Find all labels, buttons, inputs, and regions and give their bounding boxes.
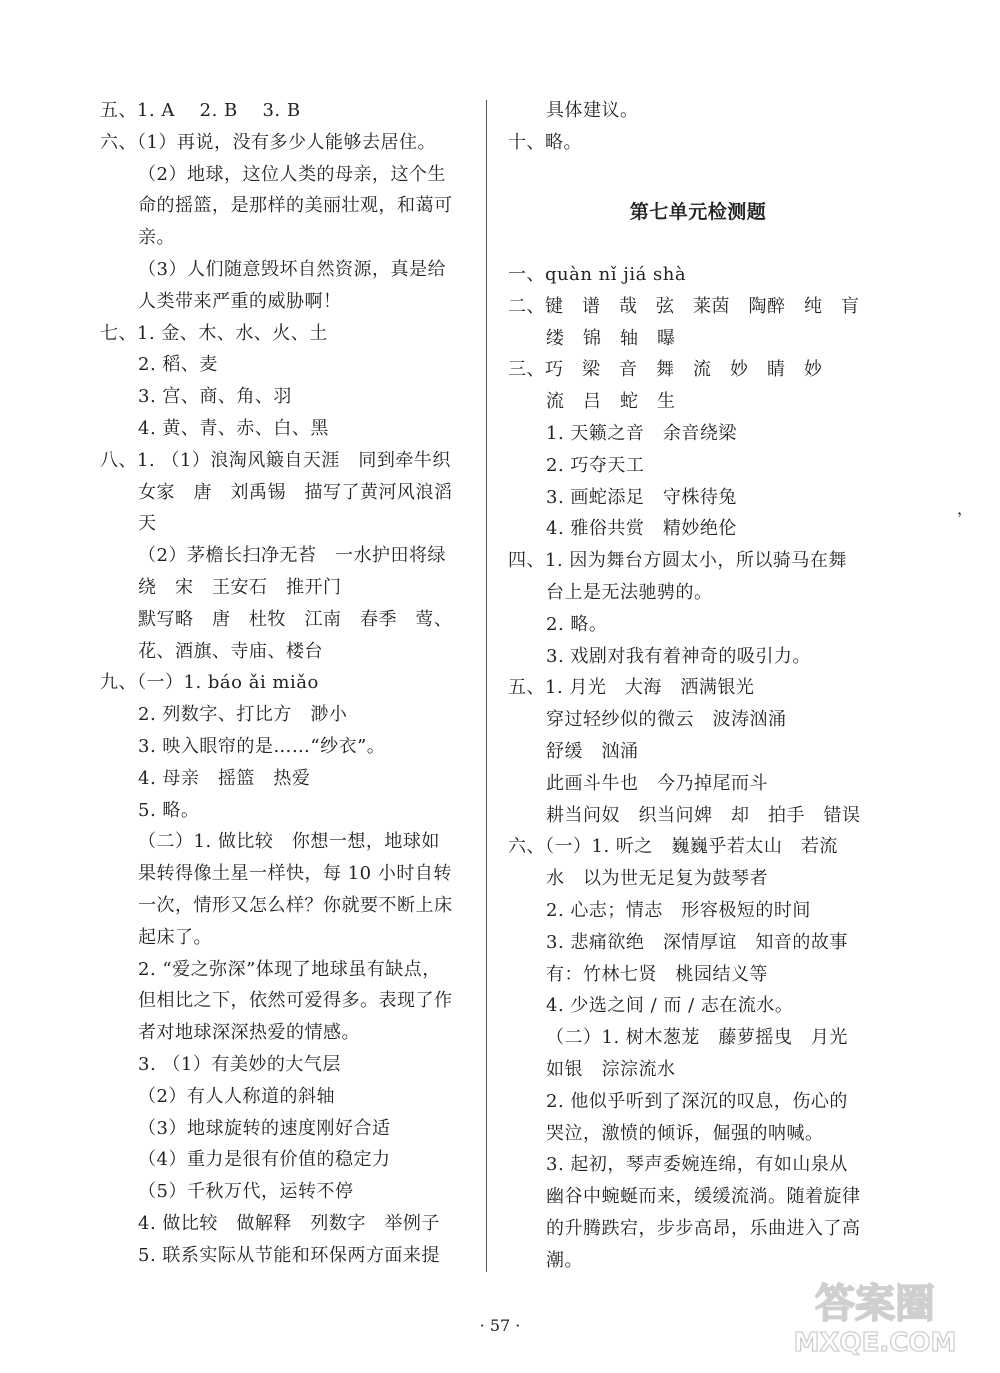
page-number: · 57 ·	[479, 1316, 521, 1335]
answer-line: 八、1. （1）浪淘风簸自天涯 同到牵牛织	[100, 449, 451, 471]
answer-line: 亲。	[138, 227, 175, 249]
answer-line: 六、（一）1. 听之 巍巍乎若太山 若流	[508, 836, 838, 858]
answer-line: 人类带来严重的威胁啊！	[138, 290, 342, 312]
answer-line: 2. “爱之弥深”体现了地球虽有缺点，	[138, 958, 441, 980]
answer-line: 4. 少选之间 / 而 / 志在流水。	[546, 995, 794, 1017]
answer-line: 如银 淙淙流水	[546, 1059, 676, 1080]
answer-line: （二）1. 做比较 你想一想，地球如	[138, 831, 440, 853]
answer-line: 四、1. 因为舞台方圆太小，所以骑马在舞	[508, 550, 847, 572]
answer-line: 2. 巧夺天工	[546, 454, 645, 476]
answer-line: 花、酒旗、寺庙、楼台	[138, 640, 323, 662]
answer-line: 流 吕 蛇 生	[546, 391, 676, 413]
answer-line: 九、（一）1. báo ǎi miǎo	[100, 672, 319, 694]
answer-line: 潮。	[546, 1249, 583, 1271]
answer-line: 3. 宫、商、角、羽	[138, 386, 292, 408]
answer-line: 果转得像土星一样快，每 10 小时自转	[138, 863, 452, 885]
answer-line: 5. 略。	[138, 799, 200, 821]
answer-line: 2. 他似乎听到了深沉的叹息，伤心的	[546, 1090, 848, 1112]
answer-line: 2. 稻、麦	[138, 354, 218, 376]
answer-line: 耕当问奴 织当问婢 却 拍手 错误	[546, 804, 861, 826]
answer-line: 台上是无法驰骋的。	[546, 582, 713, 603]
answer-line: 一次，情形又怎么样？你就要不断上床	[138, 895, 453, 916]
answer-line: 3. 映入眼帘的是……“纱衣”。	[138, 736, 386, 757]
answer-line: 3. 画蛇添足 守株待兔	[546, 486, 737, 508]
answer-line: （3）地球旋转的速度刚好合适	[138, 1117, 391, 1139]
watermark-logo	[773, 1277, 978, 1359]
answer-line: 4. 母亲 摇篮 热爱	[138, 767, 311, 789]
answer-line: 七、1. 金、木、水、火、土	[100, 322, 328, 344]
answer-line: （2）有人人称道的斜轴	[138, 1085, 335, 1107]
margin-mark: ，	[957, 499, 974, 518]
answer-line: 命的摇篮，是那样的美丽壮观，和蔼可	[138, 195, 453, 217]
answer-line: 4. 做比较 做解释 列数字 举例子	[138, 1213, 440, 1234]
answer-line: 缕 锦 轴 曝	[546, 327, 676, 349]
answer-line: （二）1. 树木葱茏 藤萝摇曳 月光	[546, 1027, 848, 1049]
answer-line: （2）茅檐长扫净无苔 一水护田将绿	[138, 545, 446, 567]
answer-line: 二、键 谱 哉 弦 莱茵 陶醉 纯 肓	[508, 295, 860, 317]
svg-text:答案圈: 答案圈	[815, 1281, 935, 1327]
answer-line: 十、略。	[508, 131, 582, 153]
answer-line: 默写略 唐 杜牧 江南 春季 莺、	[138, 608, 453, 630]
answer-line: 具体建议。	[546, 100, 639, 121]
answer-line: （5）千秋万代，运转不停	[138, 1181, 354, 1203]
answer-line: 三、巧 梁 音 舞 流 妙 睛 妙	[508, 359, 823, 381]
svg-text:MXQE.COM: MXQE.COM	[793, 1328, 957, 1358]
answer-line: 2. 列数字、打比方 渺小	[138, 704, 348, 726]
column-divider	[486, 100, 487, 1272]
answer-line: 的升腾跌宕，步步高昂，乐曲进入了高	[546, 1218, 861, 1239]
section-title: 第七单元检测题	[629, 201, 767, 223]
answer-line: 天	[138, 513, 157, 535]
answer-line: 1. 天籁之音 余音绕梁	[546, 423, 737, 444]
answer-line: 幽谷中蜿蜒而来，缓缓流淌。随着旋律	[546, 1186, 861, 1208]
answer-line: 2. 略。	[546, 613, 608, 635]
answer-line: 者对地球深深热爱的情感。	[138, 1022, 360, 1044]
answer-line: 有：竹林七贤 桃园结义等	[546, 963, 768, 985]
answer-line: 六、（1）再说，没有多少人能够去居住。	[100, 131, 436, 153]
answer-line: （3）人们随意毁坏自然资源，真是给	[138, 259, 446, 280]
answer-line: 3. （1）有美妙的大气层	[138, 1054, 341, 1075]
answer-line: 五、1. 月光 大海 洒满银光	[508, 677, 755, 699]
answer-line: 绕 宋 王安石 推开门	[138, 577, 342, 598]
answer-line: 3. 悲痛欲绝 深情厚谊 知音的故事	[546, 931, 848, 953]
answer-line: 女家 唐 刘禹锡 描写了黄河风浪滔	[138, 481, 453, 503]
answer-line: 4. 黄、青、赤、白、黑	[138, 418, 329, 439]
answer-line: 一、quàn nǐ jiá shà	[508, 264, 687, 285]
answer-line: 水 以为世无足复为鼓琴者	[546, 868, 768, 890]
answer-line: （2）地球，这位人类的母亲，这个生	[138, 163, 446, 185]
answer-line: 3. 戏剧对我有着神奇的吸引力。	[546, 645, 811, 667]
answer-line: 起床了。	[138, 926, 212, 948]
answer-line: 此画斗牛也 今乃掉尾而斗	[546, 772, 768, 794]
answer-line: 舒缓 汹涌	[546, 741, 639, 762]
answer-line: 穿过轻纱似的微云 波涛汹涌	[546, 709, 787, 731]
answer-line: 但相比之下，依然可爱得多。表现了作	[138, 990, 453, 1012]
answer-line: 3. 起初，琴声委婉连绵，有如山泉从	[546, 1154, 848, 1176]
answer-line: 5. 联系实际从节能和环保两方面来提	[138, 1244, 440, 1266]
answer-line: 五、1. A 2. B 3. B	[100, 100, 301, 121]
answer-line: 哭泣，激愤的倾诉，倔强的呐喊。	[546, 1122, 824, 1144]
answer-line: 4. 雅俗共赏 精妙绝伦	[546, 518, 737, 540]
answer-line: （4）重力是很有价值的稳定力	[138, 1149, 391, 1171]
answer-line: 2. 心志；情志 形容极短的时间	[546, 900, 811, 921]
